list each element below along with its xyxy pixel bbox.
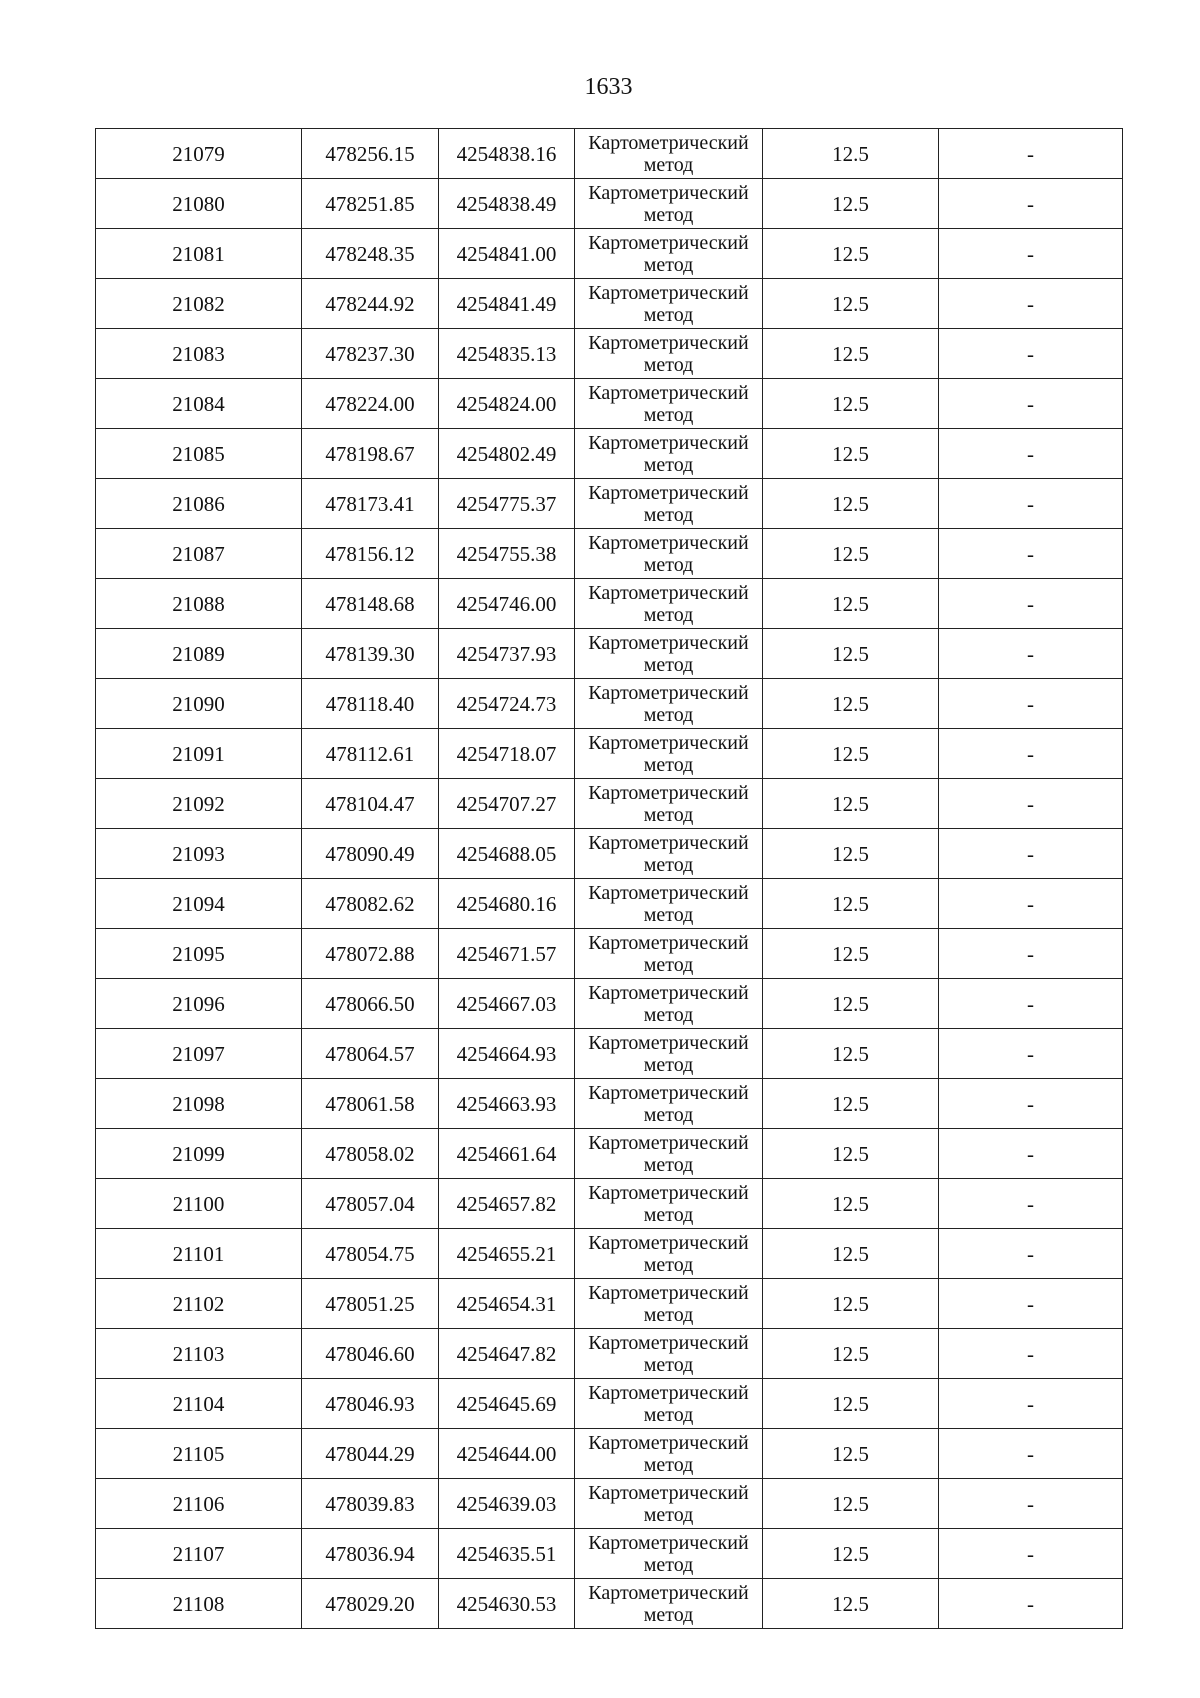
- x-coordinate-cell: 478066.50: [302, 979, 439, 1029]
- table-row: [96, 1029, 1123, 1079]
- x-coordinate-cell: 478057.04: [302, 1179, 439, 1229]
- note-cell: -: [939, 429, 1123, 479]
- y-coordinate-cell: 4254671.57: [439, 929, 575, 979]
- method-line-1: Картометрический: [588, 631, 749, 654]
- method-line-2: метод: [643, 1403, 694, 1426]
- y-coordinate-cell: 4254639.03: [439, 1479, 575, 1529]
- table-row: [96, 879, 1123, 929]
- accuracy-cell: 12.5: [763, 829, 939, 879]
- point-number-cell: 21079: [96, 129, 302, 179]
- accuracy-cell: 12.5: [763, 429, 939, 479]
- accuracy-cell: 12.5: [763, 479, 939, 529]
- y-coordinate-cell: 4254645.69: [439, 1379, 575, 1429]
- method-line-2: метод: [643, 1603, 694, 1626]
- table-row: [96, 679, 1123, 729]
- x-coordinate-cell: 478118.40: [302, 679, 439, 729]
- y-coordinate-cell: 4254663.93: [439, 1079, 575, 1129]
- method-cell: [575, 1129, 763, 1179]
- x-coordinate-cell: 478082.62: [302, 879, 439, 929]
- method-cell: [575, 229, 763, 279]
- y-coordinate-cell: 4254755.38: [439, 529, 575, 579]
- point-number-cell: 21094: [96, 879, 302, 929]
- note-cell: -: [939, 1229, 1123, 1279]
- note-cell: -: [939, 1379, 1123, 1429]
- y-coordinate-cell: 4254667.03: [439, 979, 575, 1029]
- x-coordinate-cell: 478237.30: [302, 329, 439, 379]
- method-line-1: Картометрический: [588, 681, 749, 704]
- method-line-2: метод: [643, 203, 694, 226]
- table-row: [96, 479, 1123, 529]
- note-cell: -: [939, 479, 1123, 529]
- method-cell: [575, 329, 763, 379]
- method-line-1: Картометрический: [588, 531, 749, 554]
- y-coordinate-cell: 4254644.00: [439, 1429, 575, 1479]
- point-number-cell: 21090: [96, 679, 302, 729]
- note-cell: -: [939, 179, 1123, 229]
- accuracy-cell: 12.5: [763, 779, 939, 829]
- method-line-1: Картометрический: [588, 1281, 749, 1304]
- method-line-2: метод: [643, 753, 694, 776]
- accuracy-cell: 12.5: [763, 879, 939, 929]
- method-line-2: метод: [643, 1303, 694, 1326]
- y-coordinate-cell: 4254838.16: [439, 129, 575, 179]
- accuracy-cell: 12.5: [763, 979, 939, 1029]
- method-cell: [575, 829, 763, 879]
- note-cell: -: [939, 1279, 1123, 1329]
- method-line-1: Картометрический: [588, 1131, 749, 1154]
- x-coordinate-cell: 478244.92: [302, 279, 439, 329]
- method-cell: [575, 629, 763, 679]
- point-number-cell: 21095: [96, 929, 302, 979]
- accuracy-cell: 12.5: [763, 679, 939, 729]
- y-coordinate-cell: 4254718.07: [439, 729, 575, 779]
- note-cell: -: [939, 529, 1123, 579]
- table-row: [96, 1579, 1123, 1629]
- method-line-2: метод: [643, 953, 694, 976]
- method-cell: [575, 1379, 763, 1429]
- method-line-1: Картометрический: [588, 881, 749, 904]
- y-coordinate-cell: 4254707.27: [439, 779, 575, 829]
- point-number-cell: 21101: [96, 1229, 302, 1279]
- accuracy-cell: 12.5: [763, 279, 939, 329]
- table-row: [96, 829, 1123, 879]
- note-cell: -: [939, 779, 1123, 829]
- accuracy-cell: 12.5: [763, 1529, 939, 1579]
- page-number: 1633: [584, 74, 633, 100]
- table-row: [96, 429, 1123, 479]
- method-line-1: Картометрический: [588, 1231, 749, 1254]
- accuracy-cell: 12.5: [763, 1329, 939, 1379]
- x-coordinate-cell: 478156.12: [302, 529, 439, 579]
- method-line-1: Картометрический: [588, 331, 749, 354]
- note-cell: -: [939, 679, 1123, 729]
- accuracy-cell: 12.5: [763, 1079, 939, 1129]
- y-coordinate-cell: 4254838.49: [439, 179, 575, 229]
- y-coordinate-cell: 4254657.82: [439, 1179, 575, 1229]
- point-number-cell: 21086: [96, 479, 302, 529]
- method-line-1: Картометрический: [588, 731, 749, 754]
- y-coordinate-cell: 4254746.00: [439, 579, 575, 629]
- method-cell: [575, 129, 763, 179]
- method-line-2: метод: [643, 903, 694, 926]
- note-cell: -: [939, 1429, 1123, 1479]
- method-cell: [575, 929, 763, 979]
- x-coordinate-cell: 478104.47: [302, 779, 439, 829]
- note-cell: -: [939, 1079, 1123, 1129]
- y-coordinate-cell: 4254655.21: [439, 1229, 575, 1279]
- x-coordinate-cell: 478061.58: [302, 1079, 439, 1129]
- method-cell: [575, 879, 763, 929]
- x-coordinate-cell: 478044.29: [302, 1429, 439, 1479]
- method-line-2: метод: [643, 603, 694, 626]
- coordinates-table-body: [96, 129, 1123, 1629]
- y-coordinate-cell: 4254841.49: [439, 279, 575, 329]
- y-coordinate-cell: 4254824.00: [439, 379, 575, 429]
- method-cell: [575, 379, 763, 429]
- method-line-2: метод: [643, 703, 694, 726]
- table-row: [96, 1329, 1123, 1379]
- method-line-1: Картометрический: [588, 231, 749, 254]
- x-coordinate-cell: 478054.75: [302, 1229, 439, 1279]
- method-line-1: Картометрический: [588, 431, 749, 454]
- point-number-cell: 21085: [96, 429, 302, 479]
- y-coordinate-cell: 4254688.05: [439, 829, 575, 879]
- method-line-1: Картометрический: [588, 831, 749, 854]
- method-cell: [575, 429, 763, 479]
- note-cell: -: [939, 729, 1123, 779]
- method-cell: [575, 1229, 763, 1279]
- x-coordinate-cell: 478036.94: [302, 1529, 439, 1579]
- accuracy-cell: 12.5: [763, 1179, 939, 1229]
- method-line-2: метод: [643, 653, 694, 676]
- table-row: [96, 129, 1123, 179]
- note-cell: -: [939, 279, 1123, 329]
- method-cell: [575, 179, 763, 229]
- note-cell: -: [939, 879, 1123, 929]
- table-row: [96, 729, 1123, 779]
- note-cell: -: [939, 929, 1123, 979]
- method-line-1: Картометрический: [588, 1531, 749, 1554]
- note-cell: -: [939, 1329, 1123, 1379]
- point-number-cell: 21096: [96, 979, 302, 1029]
- x-coordinate-cell: 478064.57: [302, 1029, 439, 1079]
- table-row: [96, 1529, 1123, 1579]
- method-line-2: метод: [643, 153, 694, 176]
- y-coordinate-cell: 4254841.00: [439, 229, 575, 279]
- table-row: [96, 1229, 1123, 1279]
- note-cell: -: [939, 979, 1123, 1029]
- point-number-cell: 21093: [96, 829, 302, 879]
- x-coordinate-cell: 478248.35: [302, 229, 439, 279]
- x-coordinate-cell: 478148.68: [302, 579, 439, 629]
- method-line-2: метод: [643, 503, 694, 526]
- method-cell: [575, 1429, 763, 1479]
- note-cell: -: [939, 1479, 1123, 1529]
- method-line-2: метод: [643, 1453, 694, 1476]
- method-line-1: Картометрический: [588, 1181, 749, 1204]
- table-row: [96, 1479, 1123, 1529]
- method-cell: [575, 529, 763, 579]
- method-cell: [575, 479, 763, 529]
- method-cell: [575, 1029, 763, 1079]
- table-row: [96, 1079, 1123, 1129]
- accuracy-cell: 12.5: [763, 1479, 939, 1529]
- method-line-1: Картометрический: [588, 931, 749, 954]
- method-line-1: Картометрический: [588, 381, 749, 404]
- x-coordinate-cell: 478058.02: [302, 1129, 439, 1179]
- note-cell: -: [939, 379, 1123, 429]
- method-line-2: метод: [643, 1353, 694, 1376]
- point-number-cell: 21099: [96, 1129, 302, 1179]
- accuracy-cell: 12.5: [763, 329, 939, 379]
- note-cell: -: [939, 629, 1123, 679]
- table-row: [96, 329, 1123, 379]
- table-row: [96, 1379, 1123, 1429]
- method-line-2: метод: [643, 253, 694, 276]
- accuracy-cell: 12.5: [763, 379, 939, 429]
- point-number-cell: 21102: [96, 1279, 302, 1329]
- y-coordinate-cell: 4254724.73: [439, 679, 575, 729]
- x-coordinate-cell: 478198.67: [302, 429, 439, 479]
- note-cell: -: [939, 1129, 1123, 1179]
- method-cell: [575, 1479, 763, 1529]
- point-number-cell: 21098: [96, 1079, 302, 1129]
- point-number-cell: 21097: [96, 1029, 302, 1079]
- method-cell: [575, 279, 763, 329]
- table-row: [96, 629, 1123, 679]
- accuracy-cell: 12.5: [763, 929, 939, 979]
- table-row: [96, 1179, 1123, 1229]
- table-row: [96, 779, 1123, 829]
- method-line-2: метод: [643, 1103, 694, 1126]
- method-line-2: метод: [643, 353, 694, 376]
- x-coordinate-cell: 478139.30: [302, 629, 439, 679]
- x-coordinate-cell: 478251.85: [302, 179, 439, 229]
- y-coordinate-cell: 4254635.51: [439, 1529, 575, 1579]
- point-number-cell: 21081: [96, 229, 302, 279]
- y-coordinate-cell: 4254680.16: [439, 879, 575, 929]
- note-cell: -: [939, 579, 1123, 629]
- method-line-2: метод: [643, 1153, 694, 1176]
- point-number-cell: 21100: [96, 1179, 302, 1229]
- table-row: [96, 1279, 1123, 1329]
- accuracy-cell: 12.5: [763, 1429, 939, 1479]
- table-row: [96, 1129, 1123, 1179]
- point-number-cell: 21091: [96, 729, 302, 779]
- accuracy-cell: 12.5: [763, 729, 939, 779]
- method-line-2: метод: [643, 403, 694, 426]
- table-row: [96, 179, 1123, 229]
- method-line-1: Картометрический: [588, 1081, 749, 1104]
- method-cell: [575, 1529, 763, 1579]
- y-coordinate-cell: 4254835.13: [439, 329, 575, 379]
- x-coordinate-cell: 478112.61: [302, 729, 439, 779]
- method-line-1: Картометрический: [588, 1481, 749, 1504]
- accuracy-cell: 12.5: [763, 529, 939, 579]
- method-line-1: Картометрический: [588, 781, 749, 804]
- method-line-1: Картометрический: [588, 1031, 749, 1054]
- y-coordinate-cell: 4254647.82: [439, 1329, 575, 1379]
- point-number-cell: 21084: [96, 379, 302, 429]
- accuracy-cell: 12.5: [763, 1129, 939, 1179]
- x-coordinate-cell: 478029.20: [302, 1579, 439, 1629]
- accuracy-cell: 12.5: [763, 1229, 939, 1279]
- method-line-2: метод: [643, 1203, 694, 1226]
- method-line-2: метод: [643, 853, 694, 876]
- note-cell: -: [939, 829, 1123, 879]
- method-cell: [575, 679, 763, 729]
- method-line-1: Картометрический: [588, 981, 749, 1004]
- method-line-1: Картометрический: [588, 181, 749, 204]
- method-line-2: метод: [643, 1053, 694, 1076]
- accuracy-cell: 12.5: [763, 179, 939, 229]
- x-coordinate-cell: 478051.25: [302, 1279, 439, 1329]
- method-line-1: Картометрический: [588, 1381, 749, 1404]
- x-coordinate-cell: 478046.60: [302, 1329, 439, 1379]
- table-row: [96, 279, 1123, 329]
- method-cell: [575, 579, 763, 629]
- note-cell: -: [939, 1179, 1123, 1229]
- method-line-2: метод: [643, 303, 694, 326]
- point-number-cell: 21106: [96, 1479, 302, 1529]
- point-number-cell: 21089: [96, 629, 302, 679]
- table-row: [96, 979, 1123, 1029]
- accuracy-cell: 12.5: [763, 579, 939, 629]
- x-coordinate-cell: 478224.00: [302, 379, 439, 429]
- table-row: [96, 229, 1123, 279]
- point-number-cell: 21083: [96, 329, 302, 379]
- note-cell: -: [939, 229, 1123, 279]
- table-row: [96, 929, 1123, 979]
- method-line-1: Картометрический: [588, 131, 749, 154]
- note-cell: -: [939, 1529, 1123, 1579]
- y-coordinate-cell: 4254775.37: [439, 479, 575, 529]
- accuracy-cell: 12.5: [763, 1579, 939, 1629]
- point-number-cell: 21080: [96, 179, 302, 229]
- table-row: [96, 529, 1123, 579]
- coordinates-table: [95, 128, 1123, 1629]
- y-coordinate-cell: 4254664.93: [439, 1029, 575, 1079]
- method-line-1: Картометрический: [588, 581, 749, 604]
- point-number-cell: 21088: [96, 579, 302, 629]
- note-cell: -: [939, 129, 1123, 179]
- point-number-cell: 21104: [96, 1379, 302, 1429]
- x-coordinate-cell: 478039.83: [302, 1479, 439, 1529]
- point-number-cell: 21108: [96, 1579, 302, 1629]
- point-number-cell: 21092: [96, 779, 302, 829]
- note-cell: -: [939, 1579, 1123, 1629]
- x-coordinate-cell: 478256.15: [302, 129, 439, 179]
- point-number-cell: 21105: [96, 1429, 302, 1479]
- method-cell: [575, 1279, 763, 1329]
- method-line-2: метод: [643, 453, 694, 476]
- method-cell: [575, 1329, 763, 1379]
- method-line-1: Картометрический: [588, 1331, 749, 1354]
- y-coordinate-cell: 4254661.64: [439, 1129, 575, 1179]
- accuracy-cell: 12.5: [763, 1379, 939, 1429]
- accuracy-cell: 12.5: [763, 1279, 939, 1329]
- y-coordinate-cell: 4254737.93: [439, 629, 575, 679]
- method-line-2: метод: [643, 1003, 694, 1026]
- method-line-2: метод: [643, 1553, 694, 1576]
- method-line-2: метод: [643, 803, 694, 826]
- method-cell: [575, 1179, 763, 1229]
- point-number-cell: 21107: [96, 1529, 302, 1579]
- table-row: [96, 579, 1123, 629]
- method-cell: [575, 1579, 763, 1629]
- x-coordinate-cell: 478046.93: [302, 1379, 439, 1429]
- method-line-2: метод: [643, 1503, 694, 1526]
- method-line-2: метод: [643, 1253, 694, 1276]
- method-line-1: Картометрический: [588, 481, 749, 504]
- method-cell: [575, 979, 763, 1029]
- method-line-1: Картометрический: [588, 281, 749, 304]
- point-number-cell: 21082: [96, 279, 302, 329]
- note-cell: -: [939, 329, 1123, 379]
- method-line-2: метод: [643, 553, 694, 576]
- y-coordinate-cell: 4254802.49: [439, 429, 575, 479]
- method-line-1: Картометрический: [588, 1581, 749, 1604]
- method-cell: [575, 779, 763, 829]
- table-row: [96, 1429, 1123, 1479]
- x-coordinate-cell: 478173.41: [302, 479, 439, 529]
- y-coordinate-cell: 4254654.31: [439, 1279, 575, 1329]
- point-number-cell: 21103: [96, 1329, 302, 1379]
- y-coordinate-cell: 4254630.53: [439, 1579, 575, 1629]
- method-cell: [575, 1079, 763, 1129]
- accuracy-cell: 12.5: [763, 229, 939, 279]
- method-line-1: Картометрический: [588, 1431, 749, 1454]
- x-coordinate-cell: 478090.49: [302, 829, 439, 879]
- accuracy-cell: 12.5: [763, 129, 939, 179]
- method-cell: [575, 729, 763, 779]
- table-row: [96, 379, 1123, 429]
- accuracy-cell: 12.5: [763, 1029, 939, 1079]
- accuracy-cell: 12.5: [763, 629, 939, 679]
- x-coordinate-cell: 478072.88: [302, 929, 439, 979]
- note-cell: -: [939, 1029, 1123, 1079]
- point-number-cell: 21087: [96, 529, 302, 579]
